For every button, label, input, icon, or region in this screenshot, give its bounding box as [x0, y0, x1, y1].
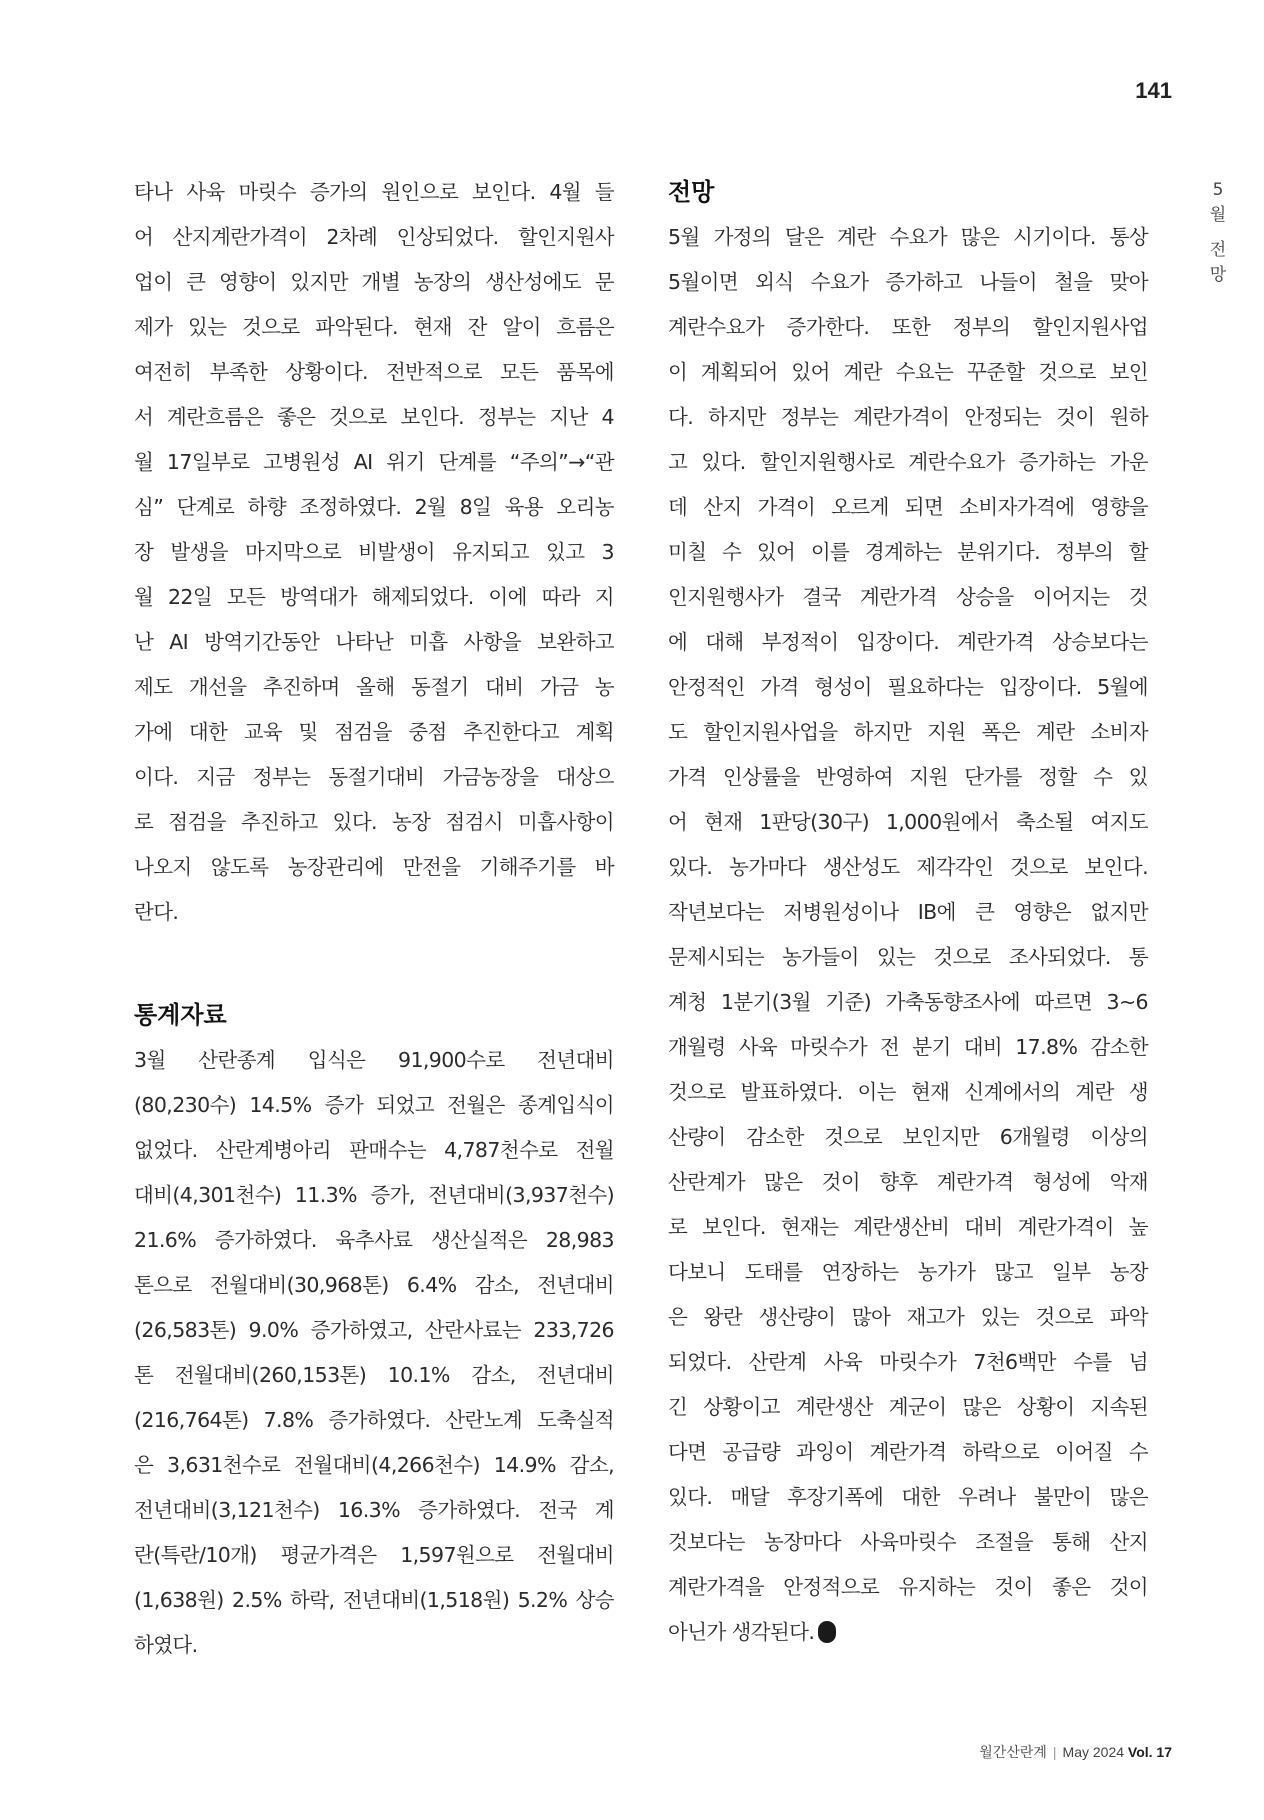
- text-line: 5월 가정의 달은 계란 수요가 많은 시기이다. 통상: [668, 225, 1148, 249]
- side-tab-char: 월: [1209, 205, 1227, 225]
- text-line: 고 있다. 할인지원행사로 계란수요가 증가하는 가운: [668, 450, 1148, 474]
- text-line: 장 발생을 마지막으로 비발생이 유지되고 있고 3: [134, 540, 614, 564]
- text-line: (1,638원) 2.5% 하락, 전년대비(1,518원) 5.2% 상승: [134, 1588, 614, 1612]
- text-line: 것으로 발표하였다. 이는 현재 신계에서의 계란 생: [668, 1080, 1148, 1104]
- text-line: 어 현재 1판당(30구) 1,000원에서 축소될 여지도: [668, 810, 1148, 834]
- text-line-final: [668, 1610, 1148, 1655]
- page-number: 141: [1135, 78, 1172, 103]
- text-line: 이 계획되어 있어 계란 수요는 꾸준할 것으로 보인: [668, 360, 1148, 384]
- text-line: 개월령 사육 마릿수가 전 분기 대비 17.8% 감소한: [668, 1035, 1148, 1059]
- text-line: 어 산지계란가격이 2차례 인상되었다. 할인지원사: [134, 225, 614, 249]
- issue-date: May 2024: [1062, 1744, 1125, 1760]
- text-line: 산란계가 많은 것이 향후 계란가격 형성에 악재: [668, 1170, 1148, 1194]
- intro-paragraph: [134, 170, 614, 935]
- text-line: 톤 전월대비(260,153톤) 10.1% 감소, 전년대비: [134, 1363, 614, 1387]
- outlook-paragraph: [668, 215, 1148, 1655]
- text-line: 다면 공급량 과잉이 계란가격 하락으로 이어질 수: [668, 1440, 1148, 1464]
- side-tab-char: 망: [1209, 265, 1227, 285]
- magazine-name: 월간산란계: [979, 1744, 1047, 1760]
- text-line: 여전히 부족한 상황이다. 전반적으로 모든 품목에: [134, 360, 614, 384]
- text-line: 에 대해 부정적이 입장이다. 계란가격 상승보다는: [668, 630, 1148, 654]
- text-line: 있다. 농가마다 생산성도 제각각인 것으로 보인다.: [668, 855, 1148, 879]
- text-line: 긴 상황이고 계란생산 계군이 많은 상황이 지속된: [668, 1395, 1148, 1419]
- text-line: 심” 단계로 하향 조정하였다. 2월 8일 육용 오리농: [134, 495, 614, 519]
- text-line: 되었다. 산란계 사육 마릿수가 7천6백만 수를 넘: [668, 1350, 1148, 1374]
- page-footer: 월간산란계 | May 2024 Vol. 17: [979, 1744, 1172, 1760]
- volume-number: Vol. 17: [1127, 1744, 1172, 1760]
- text-line: 작년보다는 저병원성이나 IB에 큰 영향은 없지만: [668, 900, 1148, 924]
- text-line: 난 AI 방역기간동안 나타난 미흡 사항을 보완하고: [134, 630, 614, 654]
- text-line: 문제시되는 농가들이 있는 것으로 조사되었다. 통: [668, 945, 1148, 969]
- text-line: 다. 하지만 정부는 계란가격이 안정되는 것이 원하: [668, 405, 1148, 429]
- text-line: (80,230수) 14.5% 증가 되었고 전월은 종계입식이: [134, 1093, 614, 1117]
- text-line: 21.6% 증가하였다. 육추사료 생산실적은 28,983: [134, 1228, 614, 1252]
- text-line: (216,764톤) 7.8% 증가하였다. 산란노계 도축실적: [134, 1408, 614, 1432]
- article-end-icon: [818, 1621, 836, 1643]
- text-line: 로 보인다. 현재는 계란생산비 대비 계란가격이 높: [668, 1215, 1148, 1239]
- text-line: 계청 1분기(3월 기준) 가축동향조사에 따르면 3~6: [668, 990, 1148, 1014]
- text-line: 톤으로 전월대비(30,968톤) 6.4% 감소, 전년대비: [134, 1273, 614, 1297]
- text-line: 월 22일 모든 방역대가 해제되었다. 이에 따라 지: [134, 585, 614, 609]
- text-line: 제가 있는 것으로 파악된다. 현재 잔 알이 흐름은: [134, 315, 614, 339]
- text-line: 없었다. 산란계병아리 판매수는 4,787천수로 전월: [134, 1138, 614, 1162]
- text-line: 계란수요가 증가한다. 또한 정부의 할인지원사업: [668, 315, 1148, 339]
- text-line: 하였다.: [134, 1633, 198, 1657]
- text-line: 3월 산란종계 입식은 91,900수로 전년대비: [134, 1048, 614, 1072]
- text-line: 월 17일부로 고병원성 AI 위기 단계를 “주의”→“관: [134, 450, 614, 474]
- text-line: 타나 사육 마릿수 증가의 원인으로 보인다. 4월 들: [134, 180, 614, 204]
- text-line: 업이 큰 영향이 있지만 개별 농장의 생산성에도 문: [134, 270, 614, 294]
- text-line: 다보니 도태를 연장하는 농가가 많고 일부 농장: [668, 1260, 1148, 1284]
- left-column: [134, 170, 614, 1668]
- text-line: 나오지 않도록 농장관리에 만전을 기해주기를 바: [134, 855, 614, 879]
- section-side-tab: [1204, 178, 1232, 288]
- text-line: 미칠 수 있어 이를 경계하는 분위기다. 정부의 할: [668, 540, 1148, 564]
- right-column: [668, 170, 1148, 1655]
- text-line: (26,583톤) 9.0% 증가하였고, 산란사료는 233,726: [134, 1318, 614, 1342]
- text-line: 서 계란흐름은 좋은 것으로 보인다. 정부는 지난 4: [134, 405, 614, 429]
- text-line: 안정적인 가격 형성이 필요하다는 입장이다. 5월에: [668, 675, 1148, 699]
- text-line: 이다. 지금 정부는 동절기대비 가금농장을 대상으: [134, 765, 614, 789]
- section-heading-outlook: 전망: [668, 178, 715, 206]
- text-line: 가격 인상률을 반영하여 지원 단가를 정할 수 있: [668, 765, 1148, 789]
- text-line: 것보다는 농장마다 사육마릿수 조절을 통해 산지: [668, 1530, 1148, 1554]
- text-line: 은 3,631천수로 전월대비(4,266천수) 14.9% 감소,: [134, 1453, 614, 1477]
- text-line: 인지원행사가 결국 계란가격 상승을 이어지는 것: [668, 585, 1148, 609]
- section-heading-stats: 통계자료: [134, 1001, 227, 1029]
- text-line: 로 점검을 추진하고 있다. 농장 점검시 미흡사항이: [134, 810, 614, 834]
- text-line: 도 할인지원사업을 하지만 지원 폭은 계란 소비자: [668, 720, 1148, 744]
- text-line: 아닌가 생각된다.: [668, 1620, 815, 1644]
- text-line: 전년대비(3,121천수) 16.3% 증가하였다. 전국 계: [134, 1498, 614, 1522]
- text-line: 있다. 매달 후장기폭에 대한 우려나 불만이 많은: [668, 1485, 1148, 1509]
- text-line: 대비(4,301천수) 11.3% 증가, 전년대비(3,937천수): [134, 1183, 614, 1207]
- text-line: 데 산지 가격이 오르게 되면 소비자가격에 영향을: [668, 495, 1148, 519]
- text-line: 가에 대한 교육 및 점검을 중점 추진한다고 계획: [134, 720, 614, 744]
- text-line: 란(특란/10개) 평균가격은 1,597원으로 전월대비: [134, 1543, 614, 1567]
- side-tab-char: 전: [1209, 240, 1227, 260]
- text-line: 산량이 감소한 것으로 보인지만 6개월령 이상의: [668, 1125, 1148, 1149]
- text-line: 제도 개선을 추진하며 올해 동절기 대비 가금 농: [134, 675, 614, 699]
- stats-paragraph: [134, 1038, 614, 1668]
- text-line: 란다.: [134, 900, 179, 924]
- text-line: 5월이면 외식 수요가 증가하고 나들이 철을 맞아: [668, 270, 1148, 294]
- text-line: 은 왕란 생산량이 많아 재고가 있는 것으로 파악: [668, 1305, 1148, 1329]
- side-tab-char: 5: [1212, 180, 1224, 200]
- text-line: 계란가격을 안정적으로 유지하는 것이 좋은 것이: [668, 1575, 1148, 1599]
